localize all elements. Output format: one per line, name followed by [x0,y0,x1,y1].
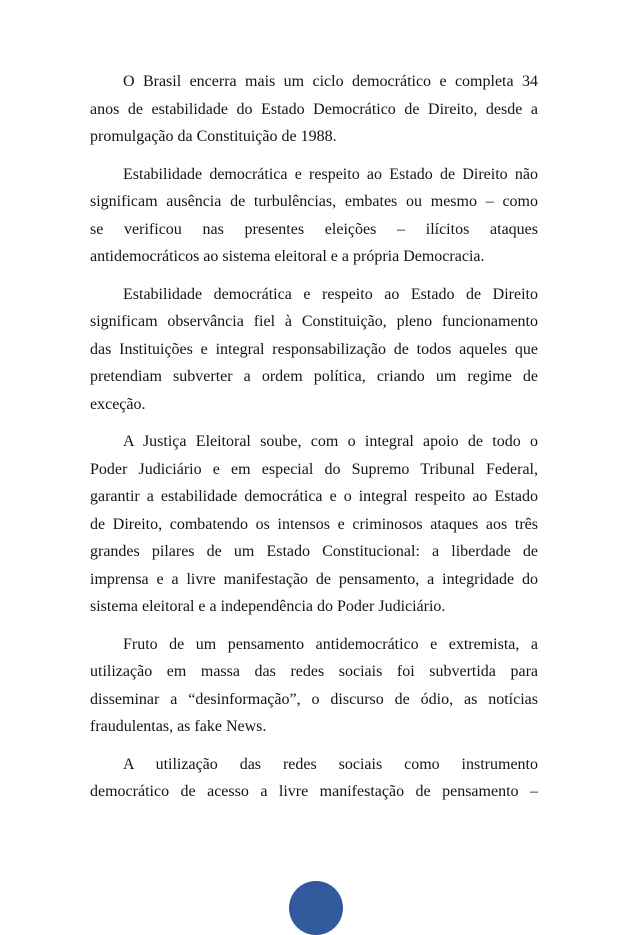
text-line: Fruto de um pensamento antidemocrático e extremista, a [123,635,538,653]
text-line: grandes pilares de um Estado Constitucional: a liberdade de [90,543,538,560]
text-line: de Direito, combatendo os intensos e criminosos ataques aos três [90,515,538,533]
text-line: garantir a estabilidade democrática e o integral respeito ao Estado [90,488,538,505]
text-line: antidemocráticos ao sistema eleitoral e a própria Democracia. [90,248,485,265]
bottom-circle-emblem [289,881,343,935]
text-line: fraudulentas, as fake News. [90,718,267,735]
text-line: Estabilidade democrática e respeito ao Estado de Direito não [123,165,538,183]
paragraph [90,631,538,741]
paragraph [90,161,538,271]
text-line: A utilização das redes sociais como instrumento [123,755,538,773]
text-line: significam observância fiel à Constituição, pleno funcionamento [90,313,538,330]
text-line: disseminar a “desinformação”, o discurso de ódio, as notícias [90,690,538,708]
document-body [90,68,538,816]
paragraph [90,751,538,806]
text-line: das Instituições e integral responsabilização de todos aqueles que [90,340,538,358]
text-line: democrático de acesso a livre manifestação de pensamento – [90,783,538,800]
text-line: significam ausência de turbulências, embates ou mesmo – como [90,193,538,210]
text-line: O Brasil encerra mais um ciclo democrático e completa 34 [123,73,538,90]
paragraph [90,281,538,419]
text-line: Poder Judiciário e em especial do Supremo Tribunal Federal, [90,460,538,478]
text-line: A Justiça Eleitoral soube, com o integral apoio de todo o [123,433,538,450]
text-line: promulgação da Constituição de 1988. [90,128,337,145]
text-line: Estabilidade democrática e respeito ao Estado de Direito [123,285,538,303]
paragraph [90,428,538,621]
text-line: exceção. [90,395,146,413]
text-line: anos de estabilidade do Estado Democrático de Direito, desde a [90,100,538,118]
text-line: pretendiam subverter a ordem política, criando um regime de [90,368,538,385]
text-line: se verificou nas presentes eleições – ilícitos ataques [90,220,538,238]
text-line: utilização em massa das redes sociais foi subvertida para [90,663,538,680]
text-line: sistema eleitoral e a independência do Poder Judiciário. [90,598,446,615]
text-line: imprensa e a livre manifestação de pensamento, a integridade do [90,570,538,588]
paragraph [90,68,538,151]
